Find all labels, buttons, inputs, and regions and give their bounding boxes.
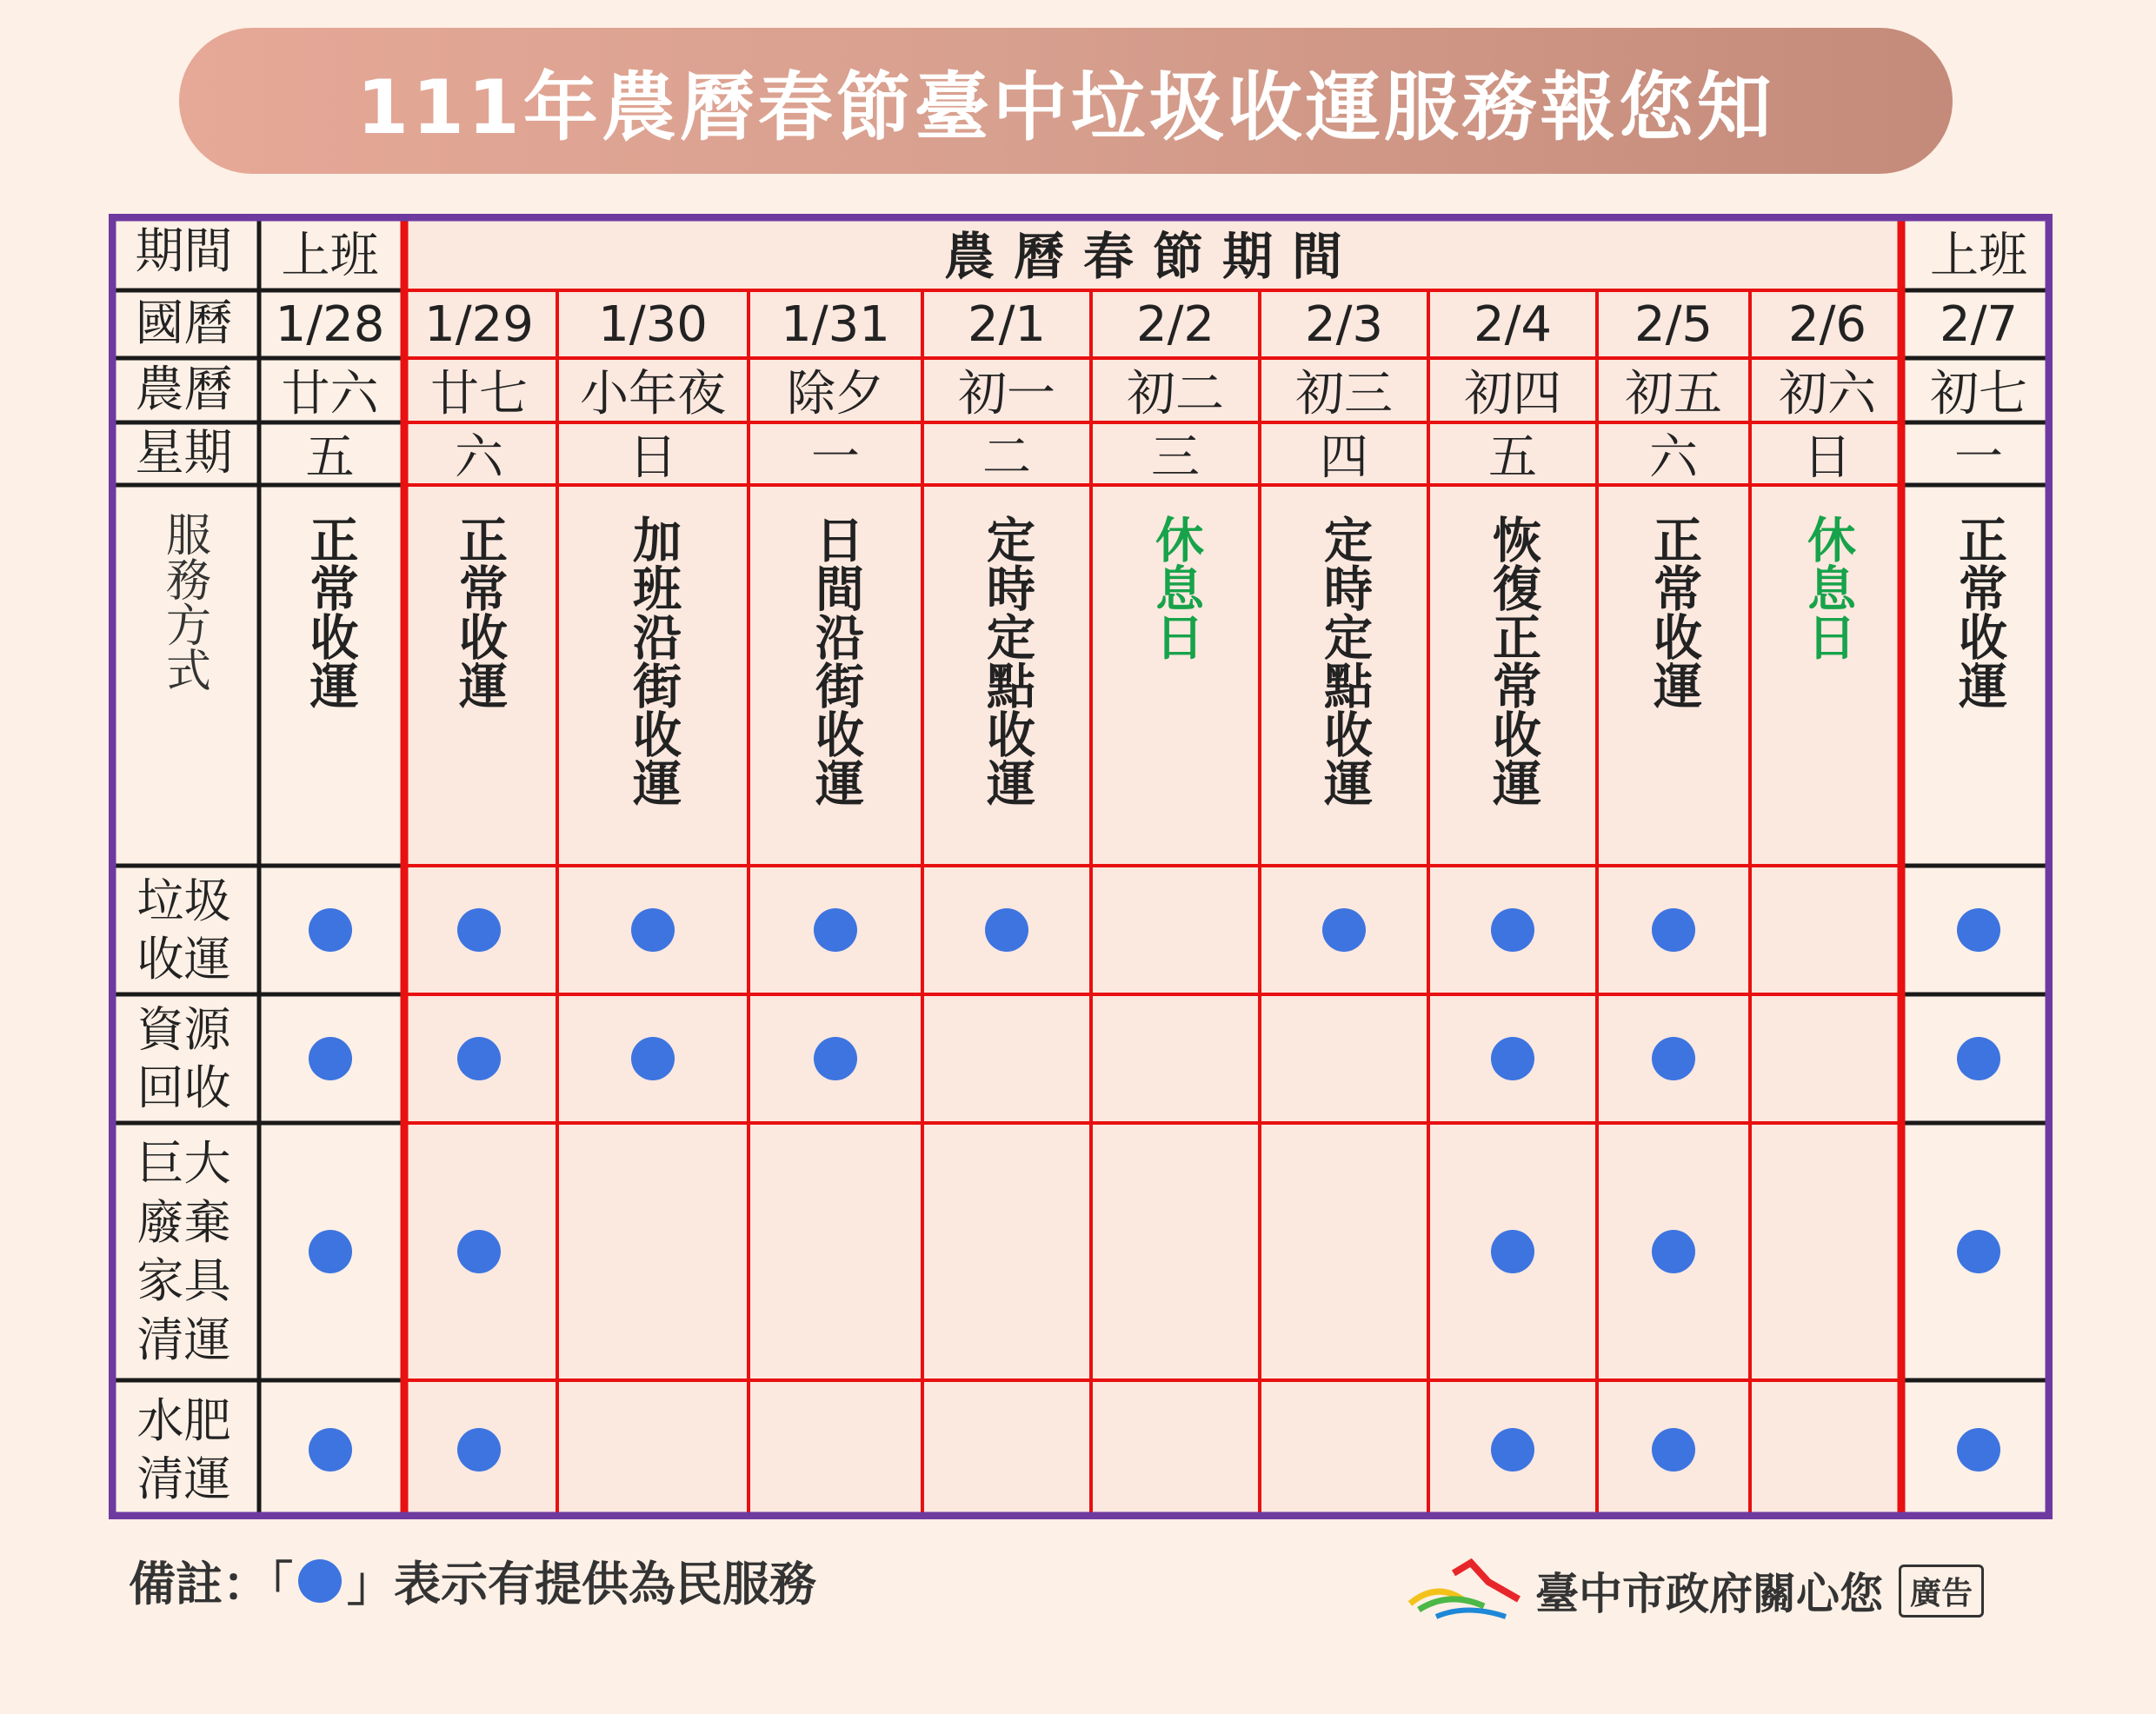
service-method-cell xyxy=(1091,485,1260,866)
service-type-label xyxy=(109,1123,259,1380)
service-available-dot xyxy=(631,1037,675,1080)
service-method-text: 恢復正常收運 xyxy=(1485,515,1541,807)
service-method-cell xyxy=(922,485,1091,866)
service-available-dot xyxy=(1652,1428,1695,1472)
weekday-cell: 一 xyxy=(1954,429,2003,486)
service-method-cell xyxy=(259,485,401,866)
lunar-date-cell: 初七 xyxy=(1930,366,2027,422)
schedule-table xyxy=(109,214,2053,1519)
service-available-dot xyxy=(309,1428,352,1472)
date-cell: 1/28 xyxy=(275,296,385,353)
service-method-text: 加班沿街收運 xyxy=(625,515,682,807)
weekday-cell: 一 xyxy=(811,429,860,486)
service-method-cell xyxy=(1905,485,2053,866)
service-available-dot xyxy=(1491,1428,1534,1472)
weekday-cell: 日 xyxy=(629,429,677,486)
service-available-dot xyxy=(1652,908,1695,952)
date-cell: 2/6 xyxy=(1787,296,1867,353)
footer-logo xyxy=(1401,1556,1984,1625)
service-available-dot xyxy=(631,908,675,952)
date-cell: 2/1 xyxy=(967,296,1047,353)
service-available-dot xyxy=(1652,1037,1695,1080)
service-method-text: 正常收運 xyxy=(1646,515,1702,709)
service-available-dot xyxy=(1957,1428,2000,1472)
service-available-dot xyxy=(309,1037,352,1080)
service-available-dot xyxy=(1957,908,2000,952)
weekday-cell: 六 xyxy=(455,429,503,486)
service-available-dot xyxy=(814,908,857,952)
date-cell: 2/3 xyxy=(1304,296,1384,353)
lunar-date-cell: 廿六 xyxy=(281,366,379,422)
service-type-label-line: 家具 xyxy=(136,1253,231,1308)
date-cell: 1/31 xyxy=(781,296,890,353)
service-method-text: 正常收運 xyxy=(302,515,359,709)
legend-note xyxy=(129,1547,816,1614)
weekday-cell: 日 xyxy=(1803,429,1852,486)
row-label-period: 期間 xyxy=(135,223,233,280)
service-available-dot xyxy=(1652,1230,1695,1273)
service-type-label-line: 清運 xyxy=(136,1312,231,1367)
service-available-dot xyxy=(457,1230,501,1273)
service-available-dot xyxy=(1491,1037,1534,1080)
lunar-date-cell: 初四 xyxy=(1464,366,1561,422)
service-available-dot xyxy=(1491,1230,1534,1273)
lunar-date-cell: 除夕 xyxy=(787,366,884,422)
service-method-text: 日間沿街收運 xyxy=(808,515,864,807)
service-available-dot xyxy=(814,1037,857,1080)
service-method-text: 正常收運 xyxy=(1951,515,2007,709)
lunar-date-cell: 初三 xyxy=(1295,366,1393,422)
service-method-cell xyxy=(1428,485,1597,866)
service-type-label-line: 資源 xyxy=(136,1001,231,1057)
period-workday-start: 上班 xyxy=(281,228,379,284)
weekday-cell: 五 xyxy=(1488,429,1537,486)
lunar-date-cell: 初二 xyxy=(1127,366,1224,422)
rest-day-text: 休息日 xyxy=(1148,515,1204,661)
date-cell: 1/30 xyxy=(598,296,708,353)
service-type-label-line: 廢棄 xyxy=(136,1194,231,1250)
weekday-cell: 六 xyxy=(1649,429,1698,486)
service-available-dot xyxy=(309,908,352,952)
lunar-date-cell: 小年夜 xyxy=(580,366,726,422)
service-type-label-line: 回收 xyxy=(136,1060,231,1115)
service-method-text: 正常收運 xyxy=(451,515,508,709)
org-name: 臺中市政府關心您 xyxy=(1535,1569,1883,1619)
service-method-cell xyxy=(749,485,922,866)
dot-icon xyxy=(298,1559,342,1603)
service-method-text: 定時定點收運 xyxy=(979,515,1035,807)
service-available-dot xyxy=(1491,908,1534,952)
service-available-dot xyxy=(1322,908,1366,952)
weekday-cell: 四 xyxy=(1320,429,1368,486)
service-method-cell xyxy=(1260,485,1428,866)
service-type-label-line: 收運 xyxy=(136,932,231,987)
service-type-label xyxy=(109,1380,259,1519)
ad-badge: 廣告 xyxy=(1899,1565,1984,1618)
service-method-label: 服務方式 xyxy=(157,511,210,692)
date-cell: 1/29 xyxy=(424,296,534,353)
festival-period-title: 農曆春節期間 xyxy=(943,227,1361,286)
note-suffix: 」表示有提供為民服務 xyxy=(347,1557,816,1611)
rest-day-text: 休息日 xyxy=(1800,515,1856,661)
note-prefix: 備註：「 xyxy=(129,1557,293,1611)
service-available-dot xyxy=(457,908,501,952)
service-available-dot xyxy=(1957,1037,2000,1080)
service-available-dot xyxy=(1957,1230,2000,1273)
service-available-dot xyxy=(457,1428,501,1472)
weekday-cell: 三 xyxy=(1151,429,1200,486)
date-cell: 2/7 xyxy=(1939,296,2019,353)
service-method-text: 定時定點收運 xyxy=(1316,515,1373,807)
lunar-date-cell: 初五 xyxy=(1625,366,1722,422)
row-label-gregorian: 國曆 xyxy=(135,295,233,352)
lunar-date-cell: 初六 xyxy=(1779,366,1876,422)
service-available-dot xyxy=(309,1230,352,1273)
service-available-dot xyxy=(457,1037,501,1080)
service-method-cell xyxy=(401,485,557,866)
weekday-cell: 五 xyxy=(305,429,355,486)
page-title: 111年農曆春節臺中垃圾收運服務報您知 xyxy=(356,64,1775,151)
service-type-label-line: 水肥 xyxy=(136,1392,231,1448)
service-method-cell xyxy=(557,485,749,866)
title-banner xyxy=(179,28,1953,174)
weekday-cell: 二 xyxy=(982,429,1031,486)
lunar-date-cell: 初一 xyxy=(958,366,1055,422)
date-cell: 2/2 xyxy=(1135,296,1215,353)
service-type-label xyxy=(109,994,259,1123)
row-label-lunar: 農曆 xyxy=(135,361,233,418)
service-type-label-line: 垃圾 xyxy=(136,873,231,928)
service-method-cell xyxy=(1750,485,1905,866)
service-type-label-line: 巨大 xyxy=(136,1136,231,1191)
lunar-date-cell: 廿七 xyxy=(430,366,528,422)
service-type-label-line: 清運 xyxy=(136,1452,231,1506)
period-workday-end: 上班 xyxy=(1930,228,2027,284)
service-available-dot xyxy=(985,908,1028,952)
service-method-cell xyxy=(1597,485,1750,866)
date-cell: 2/5 xyxy=(1634,296,1713,353)
row-label-weekday: 星期 xyxy=(135,424,233,482)
row-label-service xyxy=(109,485,259,866)
date-cell: 2/4 xyxy=(1473,296,1553,353)
service-type-label xyxy=(109,866,259,994)
taichung-logo-icon xyxy=(1401,1556,1523,1625)
